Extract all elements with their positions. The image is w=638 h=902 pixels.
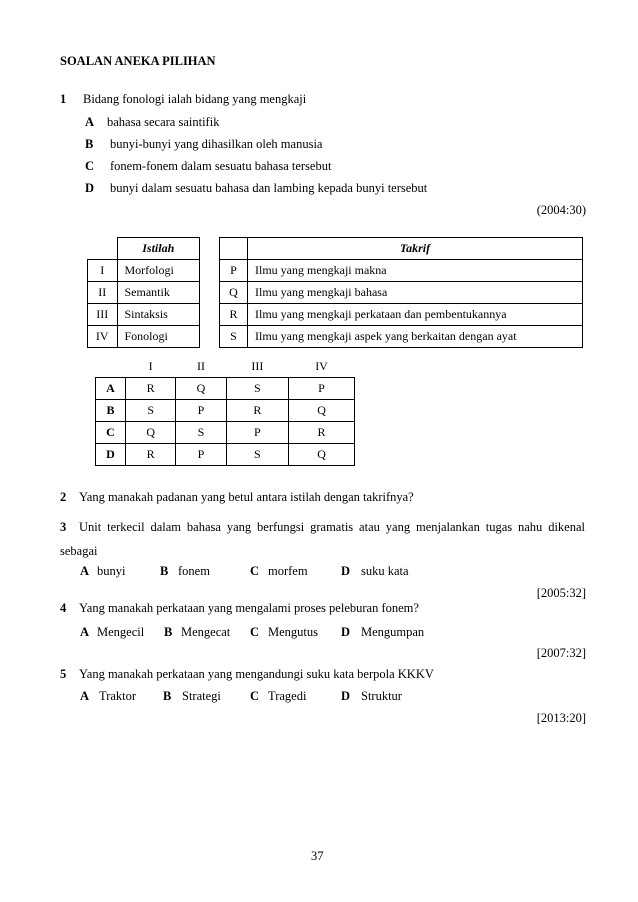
istilah-num: IV: [88, 326, 118, 348]
q3-source: [2005:32]: [536, 586, 586, 600]
takrif-code: R: [220, 304, 248, 326]
answer-cell: Q: [176, 378, 226, 400]
answer-option: D: [96, 444, 126, 466]
q5-option-text: Struktur: [361, 689, 402, 703]
istilah-num: III: [88, 304, 118, 326]
takrif-code: S: [220, 326, 248, 348]
istilah-term: Fonologi: [117, 326, 200, 348]
answer-table: [95, 356, 355, 466]
answer-column-header: II: [196, 359, 205, 373]
q5-option-text: Strategi: [182, 689, 221, 703]
table-row: [220, 326, 583, 348]
answer-cell: P: [176, 400, 226, 422]
q4-text: Yang manakah perkataan yang mengalami proses peleburan fonem?: [79, 601, 419, 615]
q5-option-text: Traktor: [99, 689, 137, 703]
answer-cell: S: [176, 422, 226, 444]
answer-column-header: I: [148, 359, 153, 373]
q4-option-text: Mengecat: [181, 625, 231, 639]
table-row: [220, 260, 583, 282]
answer-option: C: [96, 422, 126, 444]
istilah-num: II: [88, 282, 118, 304]
table-row: [220, 304, 583, 326]
istilah-term: Sintaksis: [117, 304, 200, 326]
q4-number: 4: [60, 601, 67, 615]
takrif-code: Q: [220, 282, 248, 304]
table-row: [220, 282, 583, 304]
q5-number: 5: [60, 667, 67, 681]
q5-option-letter: B: [163, 689, 172, 703]
q4-option-letter: B: [164, 625, 173, 639]
q1-source: (2004:30): [536, 203, 586, 217]
answer-cell: S: [226, 378, 288, 400]
q3-option-text: morfem: [268, 564, 308, 578]
takrif-definition: Ilmu yang mengkaji makna: [248, 260, 583, 282]
answer-cell: Q: [289, 444, 355, 466]
answer-option: A: [96, 378, 126, 400]
q3-option-letter: B: [160, 564, 169, 578]
q1-option-letter: C: [85, 159, 95, 173]
q5-text: Yang manakah perkataan yang mengandungi suku kata berpola KKKV: [79, 667, 434, 681]
takrif-definition: Ilmu yang mengkaji aspek yang berkaitan dengan ayat: [248, 326, 583, 348]
q4-option-letter: D: [341, 625, 351, 639]
q1-number: 1: [60, 92, 67, 106]
answer-cell: S: [226, 444, 288, 466]
answer-cell: R: [126, 444, 176, 466]
q3-text-continued: sebagai: [60, 544, 98, 558]
q4-option-letter: C: [250, 625, 260, 639]
q1-option-letter: B: [85, 137, 94, 151]
q4-option-text: Mengutus: [268, 625, 318, 639]
table-row: [96, 422, 355, 444]
q1-option-text: bunyi dalam sesuatu bahasa dan lambing kepada bunyi tersebut: [110, 181, 428, 195]
answer-cell: P: [226, 422, 288, 444]
istilah-num: I: [88, 260, 118, 282]
q5-source: [2013:20]: [536, 711, 586, 725]
answer-cell: R: [289, 422, 355, 444]
section-heading: SOALAN ANEKA PILIHAN: [60, 54, 216, 68]
table-row: [88, 260, 200, 282]
q3-option-letter: A: [80, 564, 90, 578]
answer-cell: S: [126, 400, 176, 422]
answer-cell: Q: [289, 400, 355, 422]
q4-option-text: Mengecil: [97, 625, 145, 639]
q3-number: 3: [60, 520, 67, 534]
answer-column-header: III: [251, 359, 264, 373]
table-row: [88, 326, 200, 348]
q2-text: Yang manakah padanan yang betul antara istilah dengan takrifnya?: [79, 490, 414, 504]
takrif-table: [219, 237, 583, 348]
q1-text: Bidang fonologi ialah bidang yang mengkaji: [83, 92, 307, 106]
istilah-header: Istilah: [117, 238, 200, 260]
takrif-definition: Ilmu yang mengkaji perkataan dan pembentukannya: [248, 304, 583, 326]
q3-option-text: bunyi: [97, 564, 126, 578]
istilah-term: Morfologi: [117, 260, 200, 282]
table-row: [88, 304, 200, 326]
answer-option: B: [96, 400, 126, 422]
q3-option-text: fonem: [178, 564, 210, 578]
q3-option-letter: C: [250, 564, 260, 578]
table-row: [96, 444, 355, 466]
q2-number: 2: [60, 490, 67, 504]
page-number: 37: [311, 849, 324, 863]
answer-cell: P: [176, 444, 226, 466]
takrif-code: P: [220, 260, 248, 282]
answer-cell: R: [226, 400, 288, 422]
istilah-term: Semantik: [117, 282, 200, 304]
answer-cell: R: [126, 378, 176, 400]
q3-text: Unit terkecil dalam bahasa yang berfungsi gramatis atau yang menjalankan tugas nahu dikenal: [79, 520, 585, 534]
q1-option-text: fonem-fonem dalam sesuatu bahasa tersebut: [110, 159, 332, 173]
q3-option-text: suku kata: [361, 564, 409, 578]
q1-option-text: bunyi-bunyi yang dihasilkan oleh manusia: [110, 137, 323, 151]
q5-option-text: Tragedi: [268, 689, 307, 703]
q1-option-text: bahasa secara saintifik: [107, 115, 220, 129]
istilah-table: [87, 237, 200, 348]
table-row: [96, 378, 355, 400]
q3-option-letter: D: [341, 564, 351, 578]
q5-option-letter: A: [80, 689, 90, 703]
q1-option-letter: D: [85, 181, 95, 195]
q4-option-text: Mengumpan: [361, 625, 425, 639]
q1-option-letter: A: [85, 115, 95, 129]
answer-cell: P: [289, 378, 355, 400]
takrif-definition: Ilmu yang mengkaji bahasa: [248, 282, 583, 304]
q4-source: [2007:32]: [536, 646, 586, 660]
table-row: [88, 282, 200, 304]
q5-option-letter: D: [341, 689, 351, 703]
answer-column-header: IV: [315, 359, 328, 373]
q4-option-letter: A: [80, 625, 90, 639]
answer-cell: Q: [126, 422, 176, 444]
takrif-header: Takrif: [248, 238, 583, 260]
table-row: [96, 400, 355, 422]
q5-option-letter: C: [250, 689, 260, 703]
